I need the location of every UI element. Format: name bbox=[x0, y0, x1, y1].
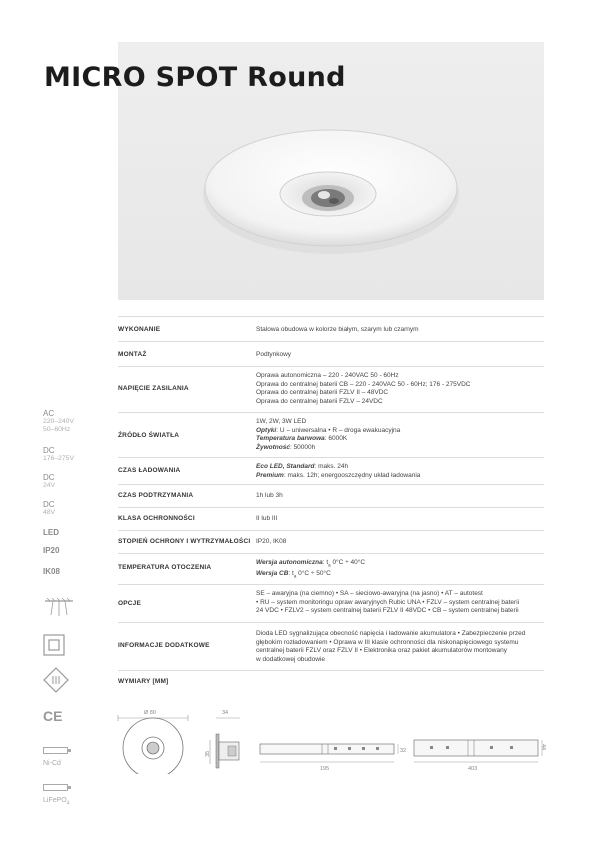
divider bbox=[118, 341, 544, 342]
spec-label-stopien: STOPIEŃ OCHRONY I WYTRZYMAŁOŚCI bbox=[118, 538, 251, 545]
divider bbox=[118, 553, 544, 554]
info-line-2: głębokim rozładowaniem • Oprawa w III klasie ochronności dla niskonapięciowego systemu bbox=[256, 638, 519, 646]
info-line-4: w dodatkowej obudowie bbox=[256, 655, 326, 663]
charging-eco-key: Eco LED, Standard bbox=[256, 463, 315, 470]
divider bbox=[118, 670, 544, 671]
spec-label-montaz: MONTAŻ bbox=[118, 351, 147, 358]
dc3-spec bbox=[43, 500, 55, 517]
spec-label-napiecie: NAPIĘCIE ZASILANIA bbox=[118, 385, 189, 392]
options-line-1: SE – awaryjna (na ciemno) • SA – sieciowo-awaryjna (na jasno) • AT – autotest bbox=[256, 590, 483, 597]
dc1-spec bbox=[43, 446, 74, 463]
light-source-line-1: 1W, 2W, 3W LED bbox=[256, 418, 307, 425]
ac-label: AC bbox=[43, 409, 55, 418]
spec-value-czas-podtrzymania: 1h lub 3h bbox=[256, 492, 283, 499]
light-source-optics bbox=[256, 427, 546, 436]
ik-label: IK08 bbox=[43, 567, 60, 576]
charging-premium-value: : maks. 12h; energooszczędny układ ładowania bbox=[283, 471, 421, 479]
dc1-value: 176–275V bbox=[43, 455, 74, 462]
ambient-temp-cb bbox=[256, 570, 546, 581]
spec-value-informacje bbox=[256, 630, 546, 664]
ambient-cb-key: Wersja CB bbox=[256, 569, 289, 577]
dim-diameter: Ø 80 bbox=[144, 710, 156, 716]
voltage-line-2: Oprawa do centralnej baterii CB – 220 - 240VAC 50 - 60Hz; 176 - 275VDC bbox=[256, 380, 471, 388]
recessed-mounting-icon bbox=[43, 597, 75, 619]
divider bbox=[118, 366, 544, 367]
lifepo-text: LiFePO bbox=[43, 797, 67, 804]
spec-label-informacje: INFORMACJE DODATKOWE bbox=[118, 642, 210, 649]
class-iii-icon bbox=[43, 667, 69, 693]
spec-label-temperatura: TEMPERATURA OTOCZENIA bbox=[118, 564, 212, 571]
ambient-autonomous-prefix: : t bbox=[322, 559, 329, 566]
charging-eco-value: : maks. 24h bbox=[314, 463, 349, 470]
voltage-line-1: Oprawa autonomiczna – 220 - 240VAC 50 - 60Hz bbox=[256, 372, 399, 379]
dc2-label: DC bbox=[43, 473, 55, 482]
spec-value-zrodlo bbox=[256, 418, 546, 452]
ambient-autonomous-sub: a bbox=[328, 562, 331, 568]
spec-value-wykonanie: Stalowa obudowa w kolorze białym, szarym lub czarnym bbox=[256, 326, 419, 333]
info-line-1: Dioda LED sygnalizująca obecność napięcia i ładowanie akumulatora • Zabezpieczenie przed bbox=[256, 630, 526, 637]
spec-label-zrodlo: ŹRÓDŁO ŚWIATŁA bbox=[118, 432, 180, 439]
lifepo-battery bbox=[43, 779, 87, 806]
spec-label-wymiary: WYMIARY [MM] bbox=[118, 678, 169, 685]
spec-label-czas-podtrzymania: CZAS PODTRZYMANIA bbox=[118, 492, 194, 499]
light-source-lifetime bbox=[256, 444, 546, 453]
divider bbox=[118, 412, 544, 413]
voltage-line-4: Oprawa do centralnej baterii FZLV – 24VDC bbox=[256, 397, 383, 405]
divider bbox=[118, 507, 544, 508]
dc3-label: DC bbox=[43, 500, 55, 509]
dim-large-height: 44 bbox=[540, 744, 546, 751]
ac-spec bbox=[43, 409, 74, 434]
lifepo-battery-icon bbox=[43, 784, 73, 792]
nicd-battery bbox=[43, 742, 83, 767]
lifetime-key: Żywotność bbox=[256, 443, 290, 451]
options-line-3: 24 VDC • FZLV2 – system centralnej baterii FZLV II 48VDC • CB – system centralnej baterii bbox=[256, 607, 519, 615]
optics-key: Optyki bbox=[256, 426, 277, 434]
led-spec bbox=[43, 528, 59, 537]
spec-label-opcje: OPCJE bbox=[118, 600, 142, 607]
options-line-2: • RU – system monitoringu opraw awaryjnych Rubic UNA • FZLV – system centralnej baterii bbox=[256, 598, 520, 606]
battery-box-small-drawing bbox=[256, 730, 406, 775]
battery-box-large-drawing bbox=[410, 730, 550, 775]
dc3-value: 48V bbox=[43, 509, 56, 516]
ambient-autonomous-range: 0°C ÷ 40°C bbox=[330, 559, 366, 566]
divider bbox=[118, 457, 544, 458]
spec-value-klasa: II lub III bbox=[256, 515, 278, 522]
divider bbox=[118, 484, 544, 485]
charging-eco bbox=[256, 463, 546, 472]
ambient-cb-prefix: : t bbox=[288, 569, 294, 577]
dim-large-length: 403 bbox=[468, 766, 478, 772]
divider bbox=[118, 622, 544, 623]
temperature-key: Temperatura barwowa bbox=[256, 435, 325, 443]
nicd-label: Ni-Cd bbox=[43, 760, 61, 767]
charging-premium-key: Premium bbox=[256, 471, 284, 479]
ip-label: IP20 bbox=[43, 546, 60, 555]
spec-value-montaz: Podtynkowy bbox=[256, 351, 292, 358]
temperature-value: : 6000K bbox=[324, 435, 348, 443]
nicd-battery-icon bbox=[43, 747, 73, 755]
ce-mark-icon: CE bbox=[43, 708, 63, 724]
divider bbox=[118, 530, 544, 531]
optics-value: : U – uniwersalna • R – droga ewakuacyjna bbox=[276, 426, 401, 434]
spec-value-stopien: IP20, IK08 bbox=[256, 538, 287, 545]
side-view-drawing bbox=[200, 704, 250, 774]
dc1-label: DC bbox=[43, 446, 55, 455]
class-ii-icon bbox=[43, 634, 65, 656]
ac-voltage: 220–240V bbox=[43, 418, 74, 425]
ambient-cb-sub: a bbox=[293, 573, 297, 579]
front-view-drawing bbox=[108, 704, 198, 774]
info-line-3: centralnej baterii FZLV oraz FZLV II • Elektronika oraz pakiet akumulatorów montowany bbox=[256, 647, 507, 655]
spec-value-czas-ladowania bbox=[256, 463, 546, 480]
lifepo-subscript: 4 bbox=[66, 800, 70, 807]
dim-height: 34 bbox=[222, 710, 229, 716]
ambient-autonomous-key: Wersja autonomiczna bbox=[256, 559, 323, 566]
divider bbox=[118, 584, 544, 585]
dc2-value: 24V bbox=[43, 482, 56, 489]
ambient-cb-range: 0°C ÷ 50°C bbox=[296, 569, 331, 577]
spec-label-czas-ladowania: CZAS ŁADOWANIA bbox=[118, 467, 181, 474]
led-label: LED bbox=[43, 528, 59, 537]
spec-label-wykonanie: WYKONANIE bbox=[118, 326, 161, 333]
spec-value-temperatura bbox=[256, 559, 546, 581]
ac-frequency: 50–60Hz bbox=[43, 426, 71, 433]
dim-depth: 35 bbox=[205, 750, 211, 757]
dim-small-length: 195 bbox=[320, 766, 330, 772]
spec-value-opcje bbox=[256, 590, 546, 616]
charging-premium bbox=[256, 472, 546, 481]
lifepo-label bbox=[43, 797, 87, 806]
voltage-line-3: Oprawa do centralnej baterii FZLV II – 48VDC bbox=[256, 389, 389, 397]
spec-value-napiecie bbox=[256, 372, 546, 406]
ambient-temp-autonomous bbox=[256, 559, 546, 570]
light-source-temperature bbox=[256, 435, 546, 444]
ip-spec bbox=[43, 546, 59, 555]
dc2-spec bbox=[43, 473, 55, 490]
ik-spec bbox=[43, 567, 60, 576]
lifetime-value: : 50000h bbox=[289, 443, 316, 451]
divider bbox=[118, 316, 544, 317]
spec-label-klasa: KLASA OCHRONNOŚCI bbox=[118, 515, 195, 522]
dim-small-height: 32 bbox=[400, 748, 406, 754]
page-title: MICRO SPOT Round bbox=[44, 62, 346, 93]
